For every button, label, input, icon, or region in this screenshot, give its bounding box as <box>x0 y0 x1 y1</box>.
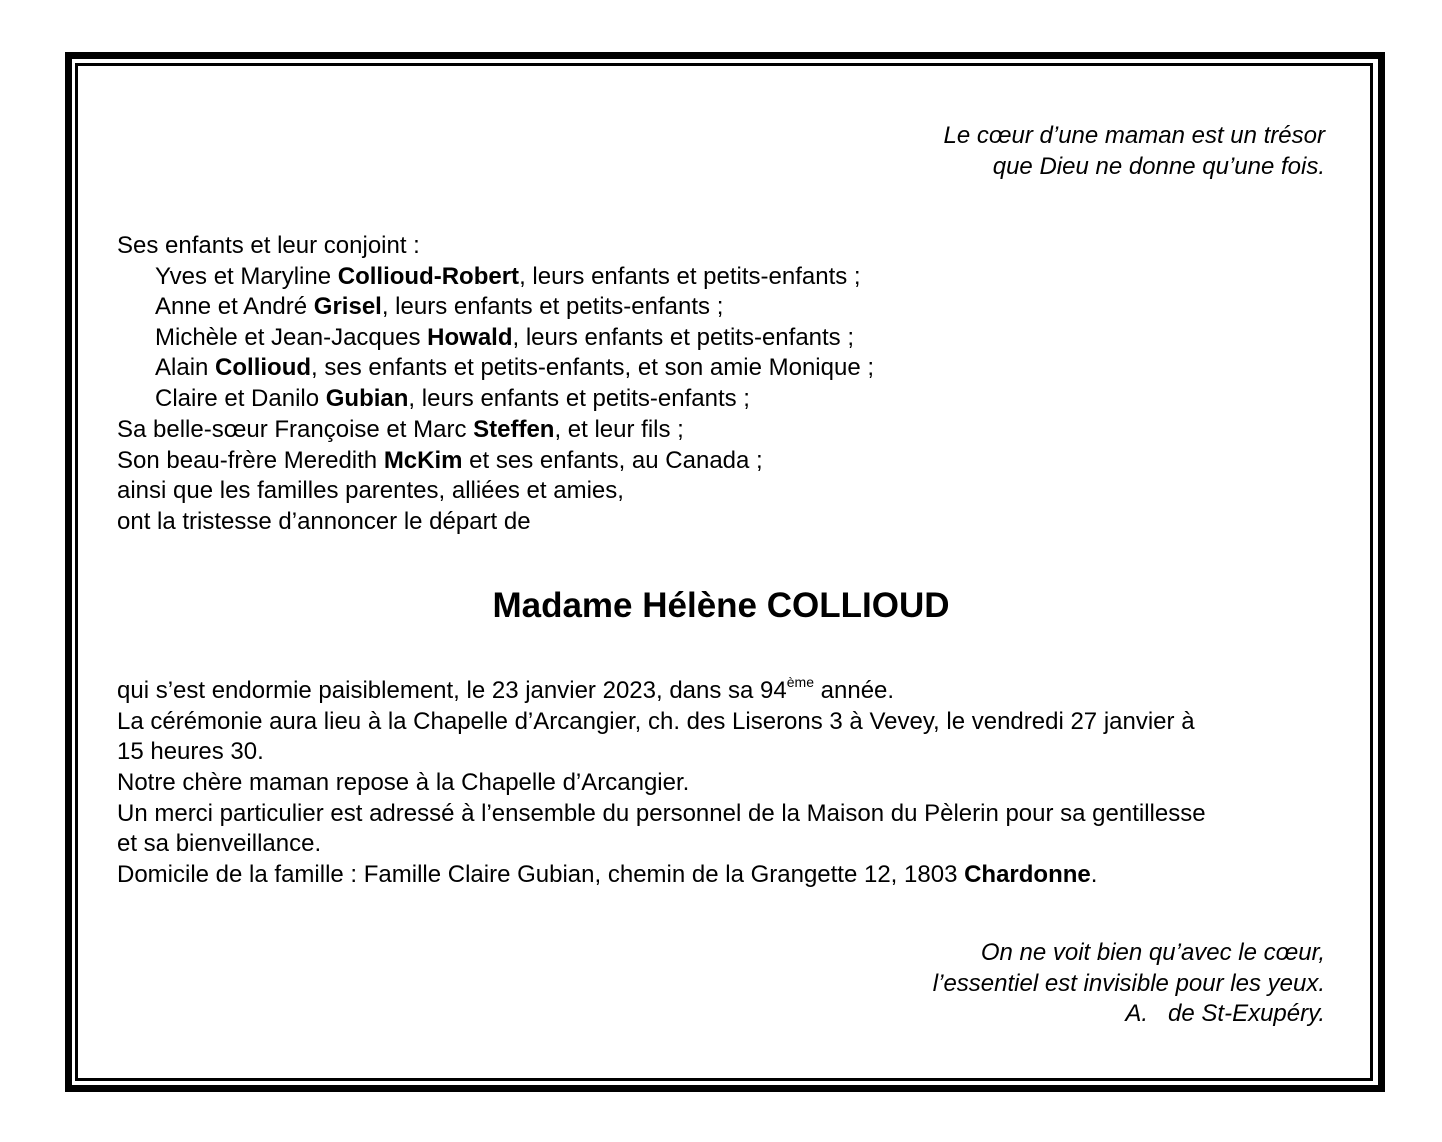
sister-in-law-pre: Sa belle-sœur Françoise et Marc <box>117 416 474 443</box>
family-member-post: , leurs enfants et petits-enfants ; <box>408 385 750 412</box>
family-member-line <box>155 292 723 323</box>
family-member-pre: Claire et Danilo <box>155 385 326 412</box>
family-intro: Ses enfants et leur conjoint : <box>117 232 420 259</box>
family-member-pre: Yves et Maryline <box>155 263 338 290</box>
brother-in-law-surname: McKim <box>383 447 463 474</box>
closing-quote-author: A. de St-Exupéry. <box>1125 1000 1325 1028</box>
thanks-line: Un merci particulier est adressé à l’ensemble du personnel de la Maison du Pèlerin pour sa gentillesse <box>117 800 1206 827</box>
family-member-surname: Collioud <box>215 354 312 381</box>
sister-in-law-surname: Steffen <box>473 416 555 443</box>
family-member-pre: Michèle et Jean-Jacques <box>155 324 428 351</box>
family-member-surname: Howald <box>427 324 513 351</box>
closing-quote-line: l’essentiel est invisible pour les yeux. <box>932 969 1325 997</box>
domicile-text: Domicile de la famille : Famille Claire Gubian, chemin de la Grangette 12, 1803 <box>117 861 965 888</box>
announcement-line: ont la tristesse d’annoncer le départ de <box>117 508 531 535</box>
opening-quote <box>943 121 1325 182</box>
brother-in-law-pre: Son beau-frère Meredith <box>117 447 384 474</box>
family-member-pre: Anne et André <box>155 293 314 320</box>
domicile-line <box>117 860 1097 891</box>
family-member-post: , leurs enfants et petits-enfants ; <box>519 263 861 290</box>
family-member-line <box>155 353 874 384</box>
family-member-pre: Alain <box>155 354 216 381</box>
passing-text: qui s’est endormie paisiblement, le 23 janvier 2023, dans sa 94 <box>117 677 787 704</box>
ceremony-line: 15 heures 30. <box>117 738 264 765</box>
thanks-line: et sa bienveillance. <box>117 830 322 857</box>
family-member-surname: Grisel <box>313 293 382 320</box>
family-member-line <box>155 323 854 354</box>
sister-in-law-post: , et leur fils ; <box>554 416 684 443</box>
brother-in-law-line <box>117 446 763 477</box>
domicile-end: . <box>1090 861 1098 888</box>
family-member-surname: Gubian <box>325 385 409 412</box>
opening-quote-line: que Dieu ne donne qu’une fois. <box>992 152 1325 180</box>
deceased-name: Madame Hélène COLLIOUD <box>492 586 950 625</box>
family-member-post: , leurs enfants et petits-enfants ; <box>512 324 855 351</box>
domicile-town: Chardonne <box>964 861 1091 888</box>
brother-in-law-post: et ses enfants, au Canada ; <box>462 447 763 474</box>
family-member-line <box>155 384 750 415</box>
ordinal-suffix: ème <box>786 674 814 690</box>
closing-quote-line: On ne voit bien qu’avec le cœur, <box>980 939 1325 966</box>
families-line: ainsi que les familles parentes, alliées et amies, <box>117 477 624 504</box>
sister-in-law-line <box>117 415 684 446</box>
family-member-post: , leurs enfants et petits-enfants ; <box>381 293 724 320</box>
closing-quote <box>933 938 1325 1030</box>
ceremony-line: La cérémonie aura lieu à la Chapelle d’Arcangier, ch. des Liserons 3 à Vevey, le vendredi 27 janvier à <box>117 708 1195 735</box>
family-member-line <box>155 262 861 293</box>
rest-line: Notre chère maman repose à la Chapelle d’Arcangier. <box>117 769 690 796</box>
family-member-surname: Collioud-Robert <box>337 263 520 290</box>
family-member-post: , ses enfants et petits-enfants, et son amie Monique ; <box>311 354 875 381</box>
passing-line <box>117 676 894 707</box>
opening-quote-line: Le cœur d’une maman est un trésor <box>943 122 1325 149</box>
passing-text-end: année. <box>813 677 895 704</box>
